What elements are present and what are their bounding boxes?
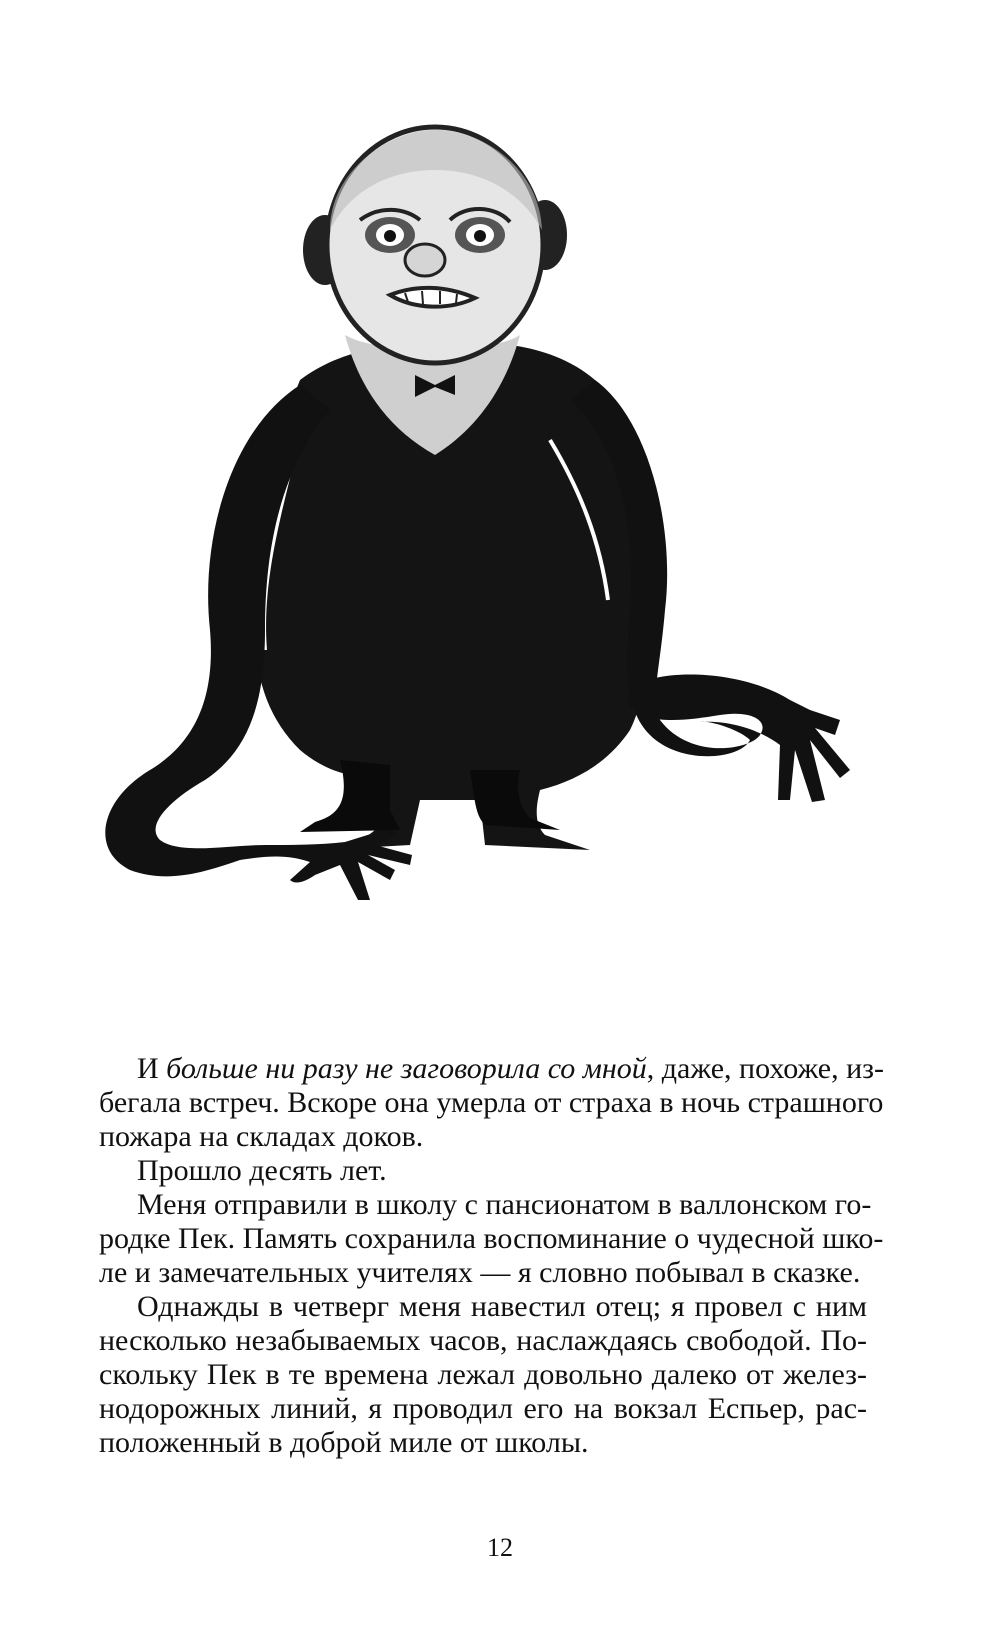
text-segment: Прошло десять лет. [137, 1154, 387, 1187]
text-line [137, 1154, 867, 1188]
text-line [137, 1290, 867, 1324]
text-segment: нодорожных линий, я проводил его на вокзал Еспьер, рас- [99, 1392, 867, 1425]
text-line [99, 1324, 867, 1358]
text-segment: положенный в доброй миле от школы. [99, 1426, 589, 1459]
text-segment: скольку Пек в те времена лежал довольно далеко от желез- [99, 1358, 867, 1391]
creature-illustration [90, 110, 910, 1010]
text-segment: родке Пек. Память сохранила воспоминание о чудесной шко- [99, 1222, 884, 1255]
text-segment: несколько незабываемых часов, наслаждаясь свободой. По- [99, 1324, 867, 1357]
text-line [99, 1086, 884, 1120]
left-foot [300, 760, 400, 832]
italic-text: больше ни разу не заговорила со мной [166, 1052, 647, 1085]
text-segment: ле и замечательных учителях — я словно побывал в сказке. [99, 1256, 861, 1289]
paragraph [99, 1052, 884, 1154]
paragraph [99, 1188, 884, 1290]
text-line [99, 1222, 884, 1256]
text-line [137, 1052, 884, 1086]
paragraph [137, 1154, 867, 1188]
text-segment: бегала встреч. Вскоре она умерла от страха в ночь страшного [99, 1086, 884, 1119]
page-number: 12 [487, 1533, 513, 1562]
text-line [99, 1392, 867, 1426]
text-segment: пожара на складах доков. [99, 1120, 424, 1153]
text-line [99, 1358, 867, 1392]
text-line [137, 1188, 872, 1222]
text-segment: Однажды в четверг меня навестил отец; я провел с ним [137, 1290, 867, 1323]
text-segment: , даже, похоже, из- [646, 1052, 884, 1085]
text-line [99, 1120, 867, 1154]
text-line [99, 1256, 867, 1290]
body-text [99, 1052, 884, 1460]
text-segment: И [137, 1052, 167, 1085]
paragraph [99, 1290, 867, 1460]
text-segment: Меня отправили в школу с пансионатом в валлонском го- [137, 1188, 872, 1221]
nose [405, 244, 445, 276]
text-line [99, 1426, 867, 1460]
